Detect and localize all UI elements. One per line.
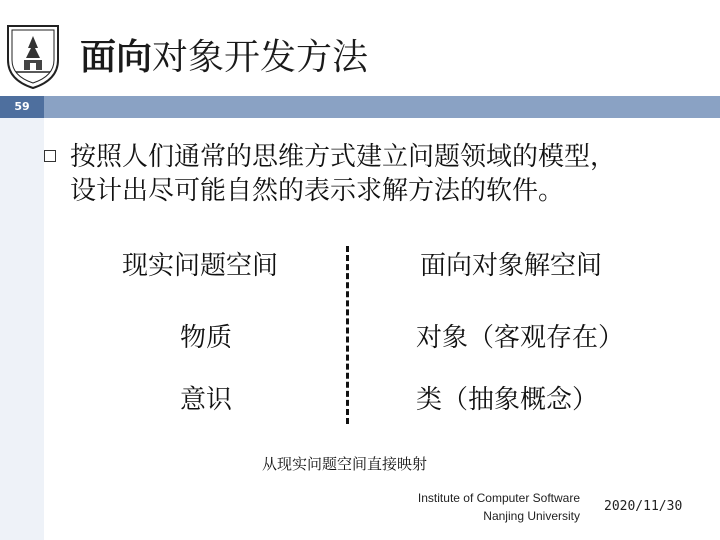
left-column-header: 现实问题空间 <box>122 251 279 281</box>
right-column-header: 面向对象解空间 <box>420 251 603 281</box>
mapping-caption: 从现实问题空间直接映射 <box>262 455 428 473</box>
page-number: 59 <box>0 96 44 118</box>
row-2-right: 类（抽象概念） <box>416 385 599 415</box>
institute-line-2: Nanjing University <box>483 509 580 523</box>
footer-date: 2020/11/30 <box>604 499 683 514</box>
hollow-square-bullet-icon <box>44 150 56 162</box>
bullet-line-1: 按照人们通常的思维方式建立问题领域的模型， <box>70 142 617 172</box>
institute-line-1: Institute of Computer Software <box>417 491 580 505</box>
title-bold-part: 面向 <box>80 37 153 78</box>
row-2-left: 意识 <box>180 385 233 415</box>
page-title <box>80 36 368 80</box>
title-rest-part: 对象开发方法 <box>152 37 369 78</box>
dashed-divider <box>346 246 349 424</box>
footer-institute <box>380 489 580 525</box>
left-sidebar-band <box>0 96 44 540</box>
header-bar <box>44 96 720 118</box>
row-1-left: 物质 <box>180 323 233 353</box>
bullet-text <box>70 140 690 208</box>
university-seal-icon <box>4 20 62 90</box>
bullet-line-2: 设计出尽可能自然的表示求解方法的软件。 <box>70 176 565 206</box>
row-1-right: 对象（客观存在） <box>416 323 625 353</box>
